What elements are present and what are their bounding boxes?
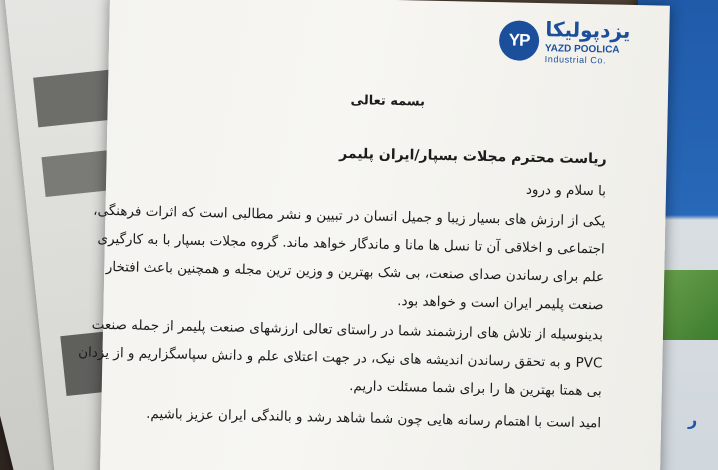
company-logo (498, 16, 649, 75)
logo-mark-icon: YP (499, 20, 540, 61)
letter-greeting: با سلام و درود (525, 181, 607, 200)
paragraph-line: بی همتا بهترین ها را برای شما مسئلت داریم. (349, 378, 602, 400)
paragraph-line: بدینوسیله از تلاش های ارزشمند شما در راستای تعالی ارزشهای صنعت پلیمر از جمله صنعت (91, 316, 604, 344)
logo-name-persian: یزدپولیکا (545, 17, 631, 43)
letter-sheet (78, 0, 670, 470)
paragraph-line: علم برای رساندن صدای صنعت، بی شک بهترین و وزین ترین مجله و همچنین باعث افتخار (105, 258, 605, 286)
logo-name-english (545, 43, 649, 67)
booklet-letter: ر (688, 410, 698, 429)
letter-addressee: ریاست محترم مجلات بسپار/ایران پلیمر (339, 145, 607, 168)
logo-subtitle: Industrial Co. (544, 54, 607, 66)
paragraph-line: PVC و به تحقق رساندن اندیشه های نیک، در جهت اعتلای علم و دانش سپاسگزاریم و از یزدان (78, 344, 603, 372)
letter-closing: امید است با اهتمام رسانه هایی چون شما شاهد رشد و بالندگی ایران عزیز باشیم. (146, 405, 602, 432)
logo-name-en: YAZD POOLICA (544, 43, 620, 56)
paragraph-line: یکی از ارزش های بسیار زیبا و جمیل انسان در تبیین و نشر مطالبی است که اثرات فرهنگی، (93, 202, 606, 230)
paragraph-line: صنعت پلیمر ایران است و خواهد بود. (397, 293, 604, 314)
letter-heading: بسمه تعالی (350, 93, 426, 110)
paragraph-line: اجتماعی و اخلاقی آن تا نسل ها مانا و ماندگار خواهد ماند. گروه مجلات بسپار با به کارگیری (97, 230, 605, 258)
